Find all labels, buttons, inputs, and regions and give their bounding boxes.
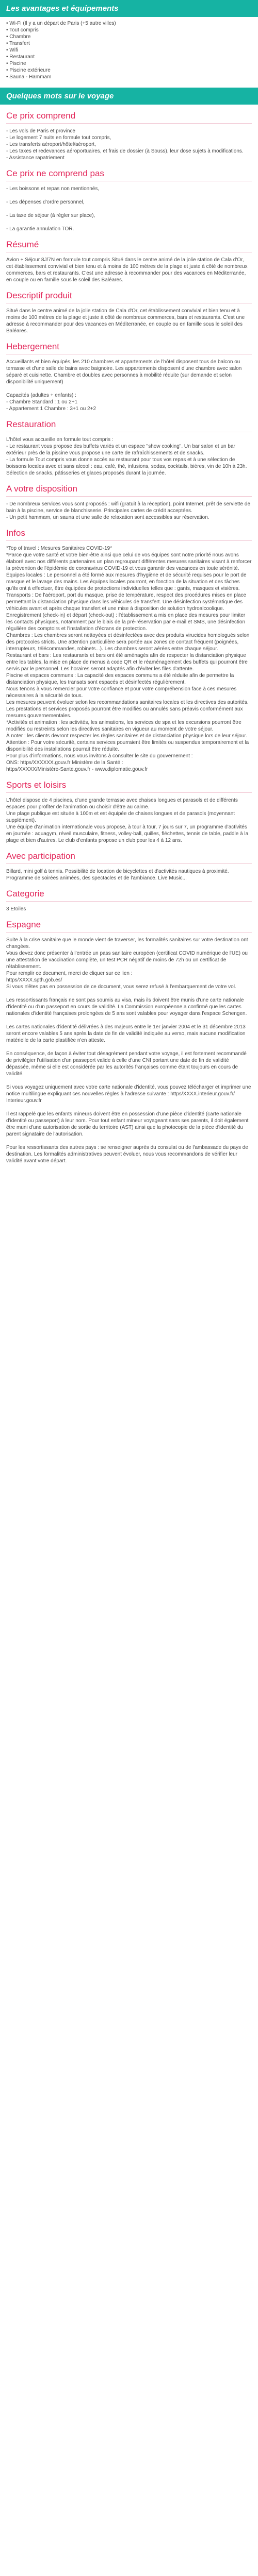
section-title-category: Categorie [6, 889, 44, 899]
feature-item: • Restaurant [6, 54, 252, 60]
section-title-sports: Sports et loisirs [6, 780, 67, 790]
section-divider [6, 932, 252, 933]
feature-item: • Wi-Fi (Il y a un départ de Paris (+5 autre villes) [6, 20, 252, 27]
section-text-accommodation: Accueillants et bien équipés, les 210 chambres et appartements de l'hôtel disposent tous de balcon ou terrasse et d'une salle de bains avec baignoire. Les appartements disposent d'une chambre avec salon séparé et cuisinette. Chambre et doubles avec personnes à mobilité réduite (sur demande et selon disponibilité uniquement) Capacités (adultes + enfants) : - Chambre Standard : 1 ou 2+1 - Appartement 1 Chambre : 3+1 ou 2+2 [6, 359, 242, 412]
section-text-services: - De nombreux services vous sont proposés : wifi (gratuit à la réception), point Internet, prêt de serviette de bain à la piscine, service de blanchisserie. Principales cartes de crédit acceptées. - Un petit hammam, un sauna et une salle de relaxation sont accessibles sur réservation. [6, 501, 251, 520]
section-text-restaurant: L'hôtel vous accueille en formule tout compris : - Le restaurant vous propose des buffets variés et un espace "show cooking". Un bar salon et un bar extérieur près de la piscine vous propose une carte de rafraîchissements et de snacks. - La formule Tout compris vous donne accès au restaurant pour tous vos repas et à une sélection de boissons locales avec et sans alcool : eau, café, thé, infusions, sodas, cocktails, bières, vin de 10h à 23h. Sélection de snacks, pâtisseries et glaces proposés durant la journée. [6, 437, 247, 476]
section-text-summary: Avion + Séjour 8J/7N en formule tout compris Situé dans le centre animé de la jolie station de Cala d'Or, cet établissement convivial et bien tenu et à moins de 100 mètres de la plage et juste à côté de nombreux commerces, bars et restaurants. C'est une adresse à recommander pour des vacances en Méditerranée, en couple ou en famille sous le soleil des Baléares. [6, 257, 248, 283]
section-text-category: 3 Etoiles [6, 906, 26, 912]
section-title-infos: Infos [6, 528, 25, 538]
section-title-services: A votre disposition [6, 484, 77, 494]
section-divider [6, 792, 252, 793]
section-text-price-includes: - Les vols de Paris et province - Le logement 7 nuits en formule tout compris, - Les transferts aéroport/hôtel/aéroport, - Les taxes et redevances aéroportuaires, et frais de dossier (à Souss), leur dose sujets à modifications. - Assistance rapatriement [6, 128, 244, 161]
feature-item: • Piscine extérieure [6, 67, 252, 74]
section-title-description: Descriptif produit [6, 291, 72, 300]
section-text-spain: Suite à la crise sanitaire que le monde vient de traverser, les formalités sanitaires sur votre destination ont changées. Vous devez donc présenter à l'entrée un pass sanitaire européen (certificat COVID numérique de l'UE) ou une attestation de vaccination complète, un test PCR négatif de moins de 72h ou un certificat de rétablissement. Pour remplir ce document, merci de cliquer sur ce lien : https/XXXX.spth.gob.es/ Si vous n'êtes pas en possession de ce document, vous serez refusé à l'embarquement de votre vol. Les ressortissants français ne sont pas soumis au visa, mais ils doivent être munis d'une carte nationale d'identité ou d'un passeport en cours de validité. La Commission européenne a confirmé que les cartes nationales d'identité françaises prolongées de 5 ans sont valables pour voyager dans l'espace Schengen. Les cartes nationales d'identité délivrées à des majeurs entre le 1er janvier 2004 et le 31 décembre 2013 seront encore valables 5 ans après la date de fin de validité indiquée au verso, mais aucune modification matérielle de la carte plastifiée n'en atteste. En conséquence, de façon à éviter tout désagrément pendant votre voyage, il est fortement recommandé de privilégier l'utilisation d'un passeport valide à celle d'une CNI portant une date de fin de validité dépassée, même si elle est considérée par les autorités françaises comme étant toujours en cours de validité. Si vous voyagez uniquement avec votre carte nationale d'identité, vous pouvez télécharger et imprimer une notice multilingue expliquant ces nouvelles règles à l'adresse suivante : https/XXXX.interieur.gouv.fr/ Interieur.gouv.fr Il est rappelé que les enfants mineurs doivent être en possession d'une pièce d'identité (carte nationale d'identité ou passeport) à leur nom. Pour tout enfant mineur voyageant sans ses parents, il doit également être muni d'une autorisation de sortie du territoire (AST) ainsi que la photocopie de la pièce d'identité du parent signataire de l'autorisation. Pour les ressortissants des autres pays : se renseigner auprès du consulat ou de l'ambassade du pays de destination. Les formalités administratives peuvent évoluer, nous vous recommandons de vérifier leur validité avant votre départ. [6, 937, 251, 1164]
feature-item: • Tout compris [6, 27, 252, 33]
section-title-restaurant: Restauration [6, 419, 56, 429]
feature-item: • Chambre [6, 33, 252, 40]
features-list [0, 20, 258, 80]
section-text-sports: L'hôtel dispose de 4 piscines, d'une grande terrasse avec chaises longues et parasols et de différents espaces pour profiter de l'animation ou choisir d'être au calme. Une plage publique est située à 100m et est équipée de chaises longues et de parasols (moyennant supplément). Une équipe d'animation internationale vous propose, à tour à tour, 7 jours sur 7, un programme d'activités en journée : aquagym, réveil musculaire, fitness, volley-ball, quilles, fléchettes, tennis de table, paddle à la plage et bien d'autres. Le club d'enfants propose un club pour les 4 à 12 ans. [6, 798, 249, 843]
trip-content [0, 105, 258, 1178]
page [0, 0, 258, 1178]
feature-item: • Sauna - Hammam [6, 74, 252, 80]
section-title-spain: Espagne [6, 920, 41, 929]
section-text-infos: *Top of travel : Mesures Sanitaires COVID-19* *Parce que votre santé et votre bien-être ainsi que celui de vos équipes sont notre priorité nous avons élaboré avec nos différents partenaires un plan regroupant différentes mesures sanitaires visant à renforcer la prévention de l'épidémie de coronavirus COVID-19 et vous garantir des vacances en toute sérénité. Équipes locales : Le personnel a été formé aux mesures d'hygiène et de sécurité requises pour le port de masque et le lavage des mains. Les équipes locales pourront, en fonction de la situation et des tâches qu'ils ont à effectuer, être équipées de protections individuelles telles que : gants, masques et visières. Transports : De l'aéroport, port du masque, prise de température, respect des procédures mises en place permettant la distanciation physique dans les véhicules de transfert. Une désinfection systématique des véhicules avant et après chaque transfert et une mise à disposition de solution hydroalcoolique. Enregistrement (check-in) et départ (check-out) : l'établissement a mis en place des mesures pour limiter les contacts physiques, notamment par le biais de la pré-réservation par e-mail et SMS, une désinfection régulière des comptoirs et l'installation d'écrans de protection. Chambres : Les chambres seront nettoyées et désinfectées avec des produits virucides homologués selon des protocoles stricts. Une attention particulière sera portée aux zones de contact fréquent (poignées, interrupteurs, télécommandes, robinets...). Les chambres seront aérées entre chaque séjour. Restaurant et bars : Les restaurants et bars ont été aménagés afin de respecter la distanciation physique entre les tables, la mise en place de menus à code QR et le réaménagement des buffets qui pourront être servis par le personnel. Les horaires seront adaptés afin d'éviter les files d'attente. Piscine et espaces communs : La capacité des espaces communs a été réduite afin de permettre la distanciation physique, les transats sont espacés et désinfectés régulièrement. Nous tenons à vous remercier pour votre confiance et pour votre compréhension face à ces mesures nécessaires à la sécurité de tous. Les mesures peuvent évoluer selon les recommandations sanitaires locales et les directives des autorités. Les prestations et services proposés pourront être modifiés ou annulés sans préavis conformément aux mesures gouvernementales. *Activités et animation : les activités, les animations, les services de spa et les excursions pourront être modifiés ou restreints selon les directives sanitaires en vigueur au moment de votre séjour. À noter : les clients devront respecter les règles sanitaires et de distanciation physique lors de leur séjour. Attention : Pour votre sécurité, certains services pourraient être limités ou suspendus temporairement et la disponibilité des installations pourrait être réduite. Pour plus d'informations, nous vous invitons à consulter le site du gouvernement : ONS: https/XXXXXX.gouv.fr Ministère de la Santé : https/XXXXX/Ministère-Sante.gouv.fr - www.diplomatie.gouv.fr [6, 546, 252, 772]
trip-heading: Quelques mots sur le voyage [0, 88, 258, 105]
section-divider [6, 123, 252, 124]
section-title-price-includes: Ce prix comprend [6, 111, 76, 121]
section-title-price-excludes: Ce prix ne comprend pas [6, 168, 104, 178]
section-title-paid-activities: Avec participation [6, 851, 75, 861]
section-title-summary: Résumé [6, 240, 39, 249]
section-text-price-excludes: - Les boissons et repas non mentionnés, - Les dépenses d'ordre personnel, - La taxe de séjour (à régler sur place), - La garantie annulation TOR. [6, 186, 100, 232]
section-divider [6, 496, 252, 497]
features-heading: Les avantages et équipements [0, 0, 258, 17]
section-divider [6, 901, 252, 902]
section-title-accommodation: Hebergement [6, 342, 60, 351]
feature-item: • Wifi [6, 47, 252, 54]
section-divider [6, 863, 252, 864]
section-divider [6, 540, 252, 541]
feature-item: • Piscine [6, 60, 252, 67]
section-text-paid-activities: Billard, mini golf à tennis. Possibilité de location de bicyclettes et d'activités nautiques à proximité. Programme de soirées animées, des spectacles et de l'ambiance. Live Music... [6, 869, 229, 881]
feature-item: • Transfert [6, 40, 252, 47]
section-text-description: Situé dans le centre animé de la jolie station de Cala d'Or, cet établissement convivial et bien tenu et à moins de 100 mètres de la plage et juste à côté de nombreux commerces, bars et restaurants. C'est une adresse à recommander pour des vacances en Méditerranée, en couple ou en famille sous le soleil des Baléares. [6, 308, 245, 334]
